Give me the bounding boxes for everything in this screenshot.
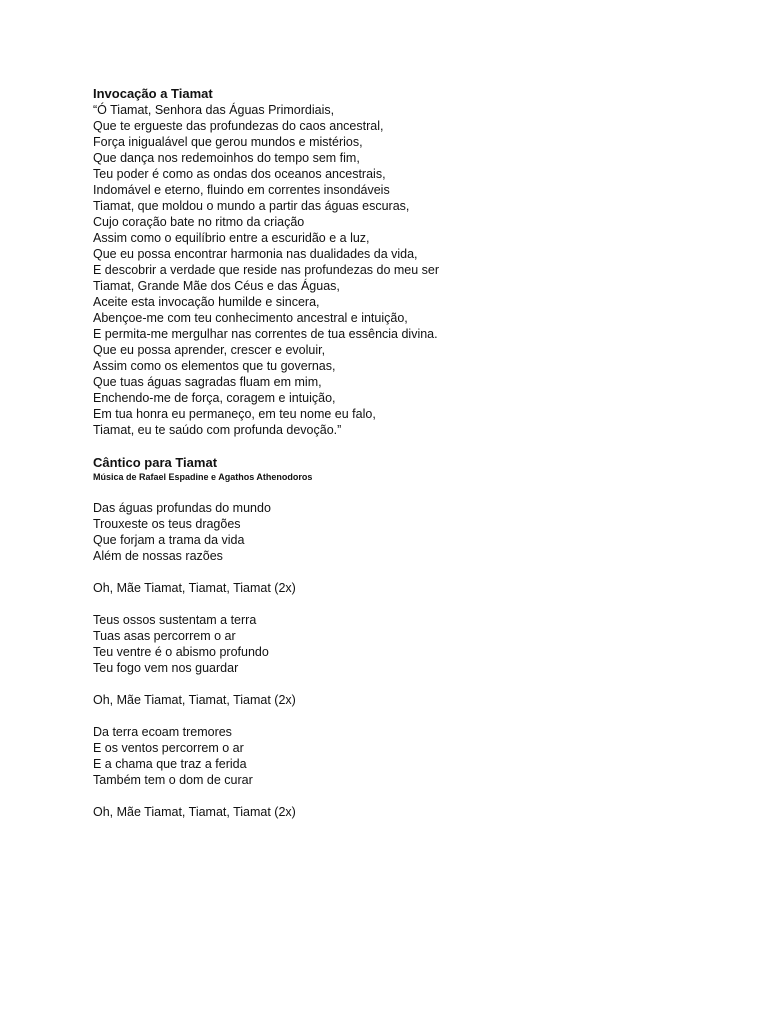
chant-line: Da terra ecoam tremores bbox=[93, 725, 232, 739]
invocation-line: Indomável e eterno, fluindo em correntes insondáveis bbox=[93, 183, 390, 197]
section-spacer bbox=[93, 438, 733, 455]
invocation-line: Que tuas águas sagradas fluam em mim, bbox=[93, 375, 322, 389]
stanza-spacer bbox=[93, 596, 733, 612]
chant-refrain: Oh, Mãe Tiamat, Tiamat, Tiamat (2x) bbox=[93, 693, 296, 707]
chant-credit: Música de Rafael Espadine e Agathos Athenodoros bbox=[93, 472, 313, 482]
chant-stanza-1 bbox=[93, 500, 733, 564]
document-page bbox=[93, 86, 733, 820]
chant-line: Trouxeste os teus dragões bbox=[93, 517, 241, 531]
chant-line: Teu ventre é o abismo profundo bbox=[93, 645, 269, 659]
chant-refrain: Oh, Mãe Tiamat, Tiamat, Tiamat (2x) bbox=[93, 581, 296, 595]
invocation-line: Força inigualável que gerou mundos e mistérios, bbox=[93, 135, 363, 149]
invocation-line: “Ó Tiamat, Senhora das Águas Primordiais, bbox=[93, 103, 335, 117]
invocation-line: E descobrir a verdade que reside nas profundezas do meu ser bbox=[93, 263, 440, 277]
chant-line: Além de nossas razões bbox=[93, 549, 223, 563]
stanza-spacer bbox=[93, 564, 733, 580]
invocation-text bbox=[93, 102, 733, 438]
chant-line: Que forjam a trama da vida bbox=[93, 533, 245, 547]
chant-line: Também tem o dom de curar bbox=[93, 773, 253, 787]
invocation-line: Tiamat, que moldou o mundo a partir das águas escuras, bbox=[93, 199, 410, 213]
chant-title: Cântico para Tiamat bbox=[93, 455, 218, 470]
chant-line: E a chama que traz a ferida bbox=[93, 757, 247, 771]
invocation-title: Invocação a Tiamat bbox=[93, 86, 213, 101]
invocation-line: Que dança nos redemoinhos do tempo sem fim, bbox=[93, 151, 360, 165]
invocation-line: Teu poder é como as ondas dos oceanos ancestrais, bbox=[93, 167, 386, 181]
chant-line: Teus ossos sustentam a terra bbox=[93, 613, 257, 627]
invocation-line: Que te ergueste das profundezas do caos ancestral, bbox=[93, 119, 384, 133]
invocation-line: Cujo coração bate no ritmo da criação bbox=[93, 215, 305, 229]
invocation-line: Que eu possa encontrar harmonia nas dualidades da vida, bbox=[93, 247, 418, 261]
invocation-line: Em tua honra eu permaneço, em teu nome eu falo, bbox=[93, 407, 376, 421]
invocation-line: Que eu possa aprender, crescer e evoluir, bbox=[93, 343, 326, 357]
stanza-spacer bbox=[93, 788, 733, 804]
invocation-line: Tiamat, eu te saúdo com profunda devoção.” bbox=[93, 423, 342, 437]
chant-line: Teu fogo vem nos guardar bbox=[93, 661, 239, 675]
chant-line: Das águas profundas do mundo bbox=[93, 501, 271, 515]
invocation-line: Enchendo-me de força, coragem e intuição, bbox=[93, 391, 336, 405]
stanza-spacer bbox=[93, 708, 733, 724]
invocation-line: Abençoe-me com teu conhecimento ancestral e intuição, bbox=[93, 311, 408, 325]
chant-line: E os ventos percorrem o ar bbox=[93, 741, 244, 755]
invocation-line: Aceite esta invocação humilde e sincera, bbox=[93, 295, 320, 309]
stanza-spacer bbox=[93, 484, 733, 500]
chant-stanza-2 bbox=[93, 612, 733, 676]
invocation-line: Assim como o equilíbrio entre a escuridão e a luz, bbox=[93, 231, 370, 245]
stanza-spacer bbox=[93, 676, 733, 692]
chant-line: Tuas asas percorrem o ar bbox=[93, 629, 236, 643]
invocation-line: Assim como os elementos que tu governas, bbox=[93, 359, 336, 373]
chant-refrain: Oh, Mãe Tiamat, Tiamat, Tiamat (2x) bbox=[93, 805, 296, 819]
chant-stanza-3 bbox=[93, 724, 733, 788]
invocation-line: Tiamat, Grande Mãe dos Céus e das Águas, bbox=[93, 279, 340, 293]
invocation-line: E permita-me mergulhar nas correntes de tua essência divina. bbox=[93, 327, 438, 341]
